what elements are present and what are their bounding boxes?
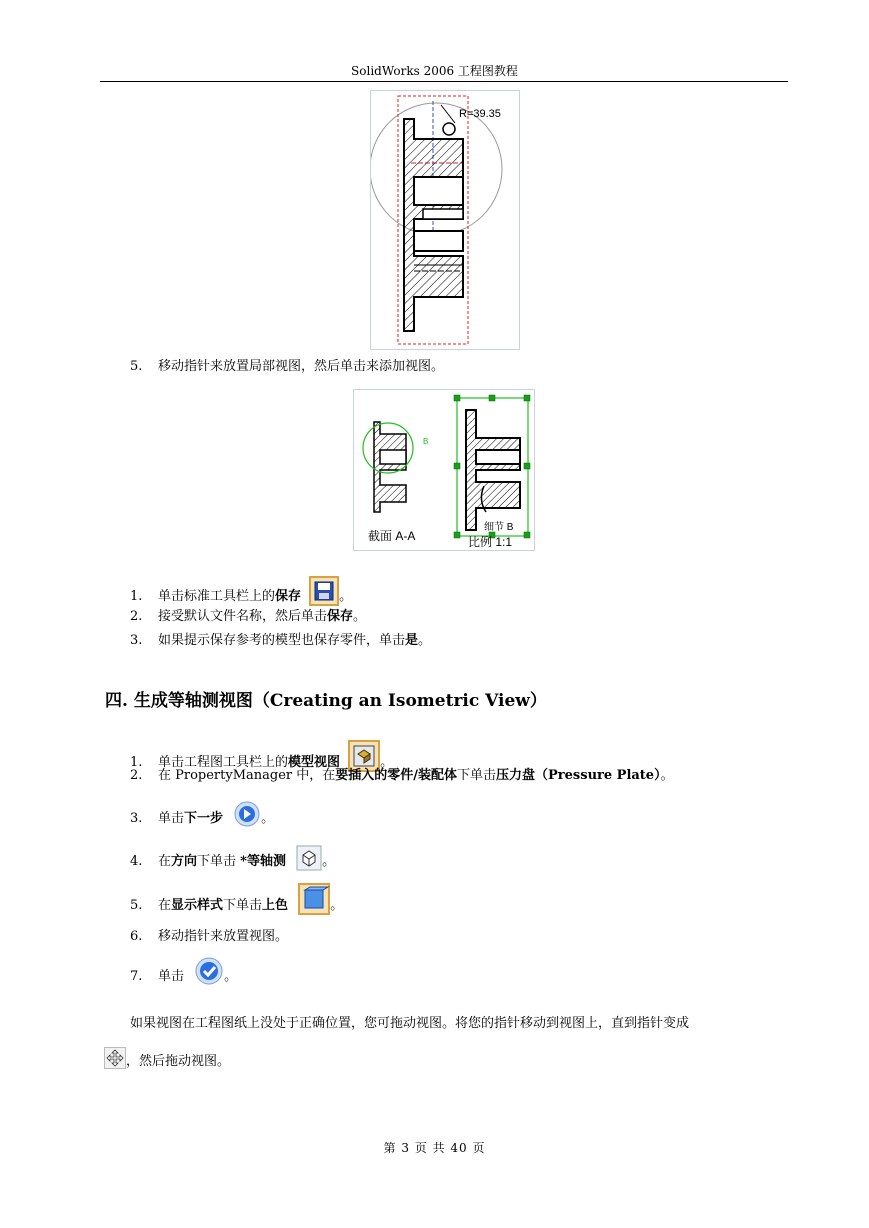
step-text: 单击 — [158, 811, 185, 826]
step-number: 6. — [130, 929, 143, 944]
page-header: SolidWorks 2006 工程图教程 — [351, 64, 518, 78]
step-post: 。 — [353, 609, 367, 624]
section-label: 截面 A-A — [368, 529, 416, 543]
step-number: 1. — [130, 755, 143, 770]
move-cursor-icon — [104, 1047, 126, 1069]
save-icon[interactable] — [309, 576, 339, 606]
step-text-mid: 下单击 — [223, 898, 263, 913]
save-step-3 — [130, 632, 431, 650]
step-text: 移动指针来放置视图。 — [158, 929, 289, 944]
step-bold: 保存 — [327, 609, 354, 624]
page-footer: 第 3 页 共 40 页 — [383, 1141, 486, 1155]
figure-section-view — [370, 90, 520, 350]
step-text: 单击标准工具栏上的 — [158, 589, 276, 604]
iso-step-4 — [130, 845, 335, 871]
step-text: 单击 — [158, 969, 185, 984]
step-post: 。 — [261, 811, 275, 826]
step-post: 。 — [660, 768, 674, 783]
step-bold: 是 — [405, 633, 419, 648]
step-number: 5. — [130, 898, 143, 913]
section-heading: 四. 生成等轴测视图（Creating an Isometric View） — [105, 691, 547, 711]
next-arrow-icon[interactable] — [233, 800, 261, 828]
step-post: 。 — [339, 589, 353, 604]
step-text: 接受默认文件名称，然后单击 — [158, 609, 328, 624]
step-bold: 下一步 — [184, 811, 224, 826]
iso-step-3 — [130, 800, 274, 828]
step-bold: 方向 — [171, 854, 198, 869]
save-step-2 — [130, 608, 366, 626]
section-view-drawing — [371, 91, 519, 349]
step-bold: 模型视图 — [288, 755, 341, 770]
step-move-pointer — [130, 358, 444, 376]
step-number: 3. — [130, 633, 143, 648]
step-number: 7. — [130, 969, 143, 984]
step-text-mid: 下单击 — [457, 768, 497, 783]
iso-step-7 — [130, 956, 237, 986]
paragraph-line-1: 如果视图在工程图纸上没处于正确位置，您可拖动视图。将您的指针移动到视图上，直到指针变成 — [130, 1016, 690, 1031]
paragraph-text: ，然后拖动视图。 — [126, 1054, 231, 1069]
iso-step-2 — [130, 767, 674, 785]
step-text: 单击工程图工具栏上的 — [158, 755, 289, 770]
step-number: 2. — [130, 609, 143, 624]
iso-step-6 — [130, 928, 288, 946]
step-number: 4. — [130, 854, 143, 869]
iso-step-5 — [130, 883, 343, 915]
step-number: 5. — [130, 359, 143, 374]
step-text: 在 PropertyManager 中，在 — [158, 768, 336, 783]
step-text-mid: 下单击 — [197, 854, 241, 869]
step-text: 如果提示保存参考的模型也保存零件，单击 — [158, 633, 406, 648]
shaded-icon[interactable] — [298, 883, 330, 915]
save-step-1 — [130, 576, 352, 606]
step-text: 在 — [158, 898, 172, 913]
scale-label: 比例 1:1 — [468, 535, 513, 549]
radius-label: R=39.35 — [459, 108, 501, 120]
step-post: 。 — [330, 898, 344, 913]
step-bold: 显示样式 — [171, 898, 224, 913]
paragraph-line-2 — [104, 1047, 230, 1069]
step-number: 2. — [130, 768, 143, 783]
step-post: 。 — [418, 633, 432, 648]
step-post: 。 — [224, 969, 238, 984]
step-bold: 要插入的零件/装配体 — [335, 768, 458, 783]
step-bold-2: *等轴测 — [240, 854, 286, 869]
step-post: 。 — [322, 854, 336, 869]
ok-check-icon[interactable] — [194, 956, 224, 986]
detail-label: 细节 B — [484, 522, 514, 533]
detail-circle-letter: B — [423, 437, 429, 446]
step-bold: 保存 — [275, 589, 302, 604]
header-rule — [100, 81, 788, 82]
step-number: 3. — [130, 811, 143, 826]
isometric-icon[interactable] — [296, 845, 322, 871]
step-bold-2: 压力盘（Pressure Plate） — [496, 768, 661, 783]
step-post: 。 — [380, 755, 394, 770]
step-number: 1. — [130, 589, 143, 604]
detail-view-drawing — [354, 390, 534, 550]
step-bold-2: 上色 — [262, 898, 289, 913]
figure-detail-view — [353, 389, 535, 551]
step-text: 在 — [158, 854, 172, 869]
step-text: 移动指针来放置局部视图，然后单击来添加视图。 — [158, 359, 445, 374]
